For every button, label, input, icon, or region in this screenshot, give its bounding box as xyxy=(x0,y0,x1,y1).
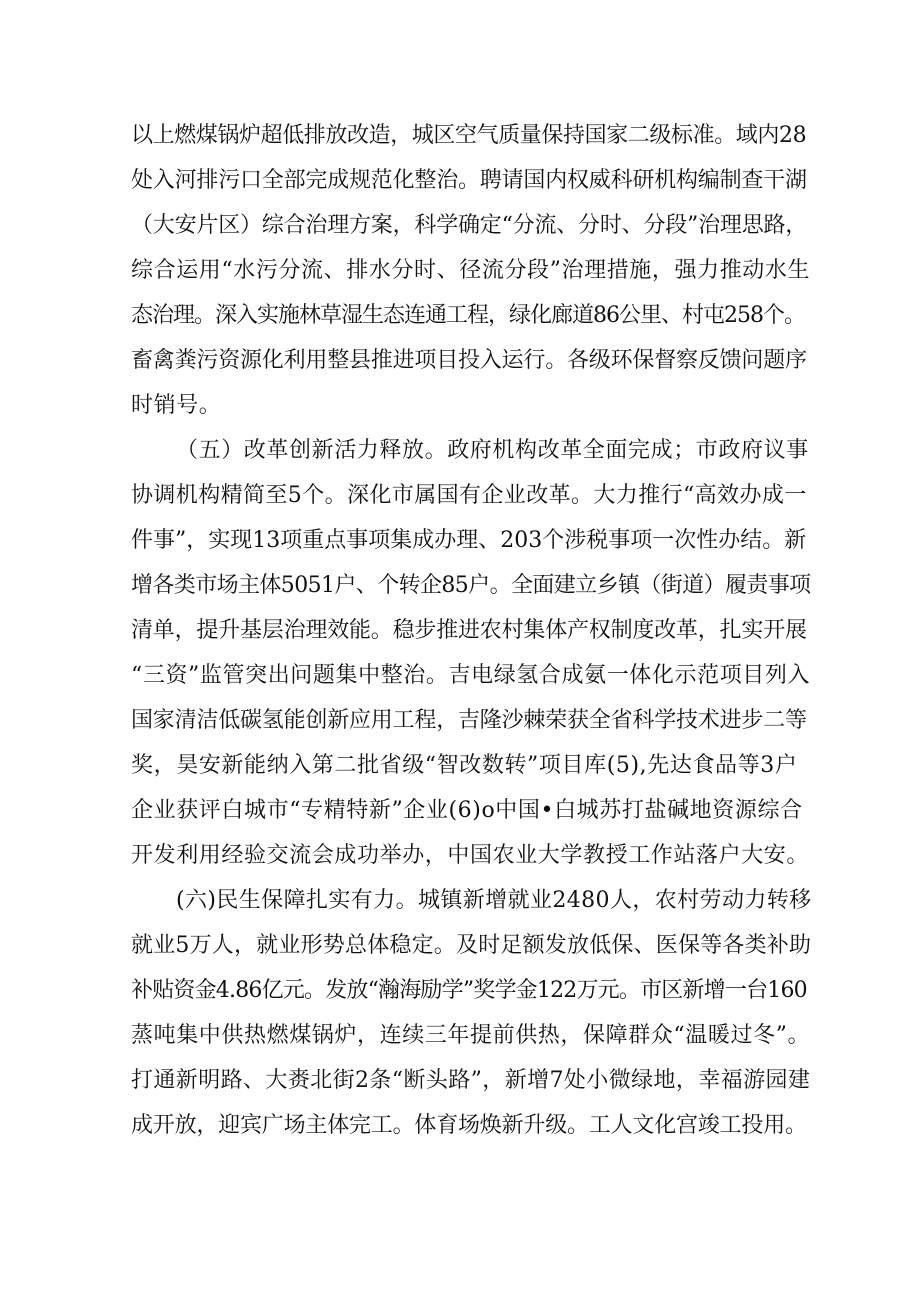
paragraph-3-line-1: (六)民生保障扎实有力。城镇新增就业2480人，农村劳动力转移 xyxy=(176,888,812,913)
paragraph-2-line-3: 件事”，实现13项重点事项集成办理、203个涉税事项一次性办结。新 xyxy=(131,528,807,553)
paragraph-1-line-1: 以上燃煤锅炉超低排放改造，城区空气质量保持国家二级标准。域内28 xyxy=(131,123,807,148)
paragraph-2-line-6: “三资”监管突出问题集中整治。吉电绿氢合成氨一体化示范项目列入 xyxy=(131,663,811,688)
paragraph-1-line-4: 综合运用“水污分流、排水分时、径流分段”治理措施，强力推动水生 xyxy=(131,258,811,283)
paragraph-3-line-4: 蒸吨集中供热燃煤锅炉，连续三年提前供热，保障群众“温暖过冬”。 xyxy=(131,1023,811,1048)
paragraph-2-line-10: 开发利用经验交流会成功举办，中国农业大学教授工作站落户大安。 xyxy=(131,843,810,868)
paragraph-3-line-6: 成开放，迎宾广场主体完工。体育场焕新升级。工人文化宫竣工投用。 xyxy=(131,1113,807,1138)
paragraph-1-line-7: 时销号。 xyxy=(131,393,222,418)
paragraph-2-line-5: 清单，提升基层治理效能。稳步推进农村集体产权制度改革，扎实开展 xyxy=(131,618,807,643)
paragraph-2-line-1: （五）改革创新活力释放。政府机构改革全面完成；市政府议事 xyxy=(176,438,809,463)
paragraph-1-line-3: （大安片区）综合治理方案，科学确定“分流、分时、分段”治理思路， xyxy=(131,213,808,238)
paragraph-1-line-6: 畜禽粪污资源化利用整县推进项目投入运行。各级环保督察反馈问题序 xyxy=(131,348,807,373)
paragraph-2-line-7: 国家清洁低碳氢能创新应用工程，吉隆沙棘荣获全省科学技术进步二等 xyxy=(131,708,807,733)
paragraph-3-line-3: 补贴资金4.86亿元。发放“瀚海励学”奖学金122万元。市区新增一台160 xyxy=(131,978,807,1003)
paragraph-1-line-2: 处入河排污口全部完成规范化整治。聘请国内权威科研机构编制查干湖 xyxy=(131,168,807,193)
paragraph-3-line-5: 打通新明路、大赉北街2条“断头路”，新增7处小微绿地，幸福游园建 xyxy=(131,1068,811,1093)
paragraph-2-line-8: 奖，昊安新能纳入第二批省级“智改数转”项目库(5),先达食品等3户 xyxy=(131,753,798,778)
paragraph-3-line-2: 就业5万人，就业形势总体稳定。及时足额发放低保、医保等各类补助 xyxy=(131,933,812,958)
paragraph-2-line-4: 增各类市场主体5051户、个转企85户。全面建立乡镇（街道）履责事项 xyxy=(131,573,811,598)
paragraph-1-line-5: 态治理。深入实施林草湿生态连通工程，绿化廊道86公里、村屯258个。 xyxy=(131,303,805,328)
paragraph-2-line-9: 企业获评白城市“专精特新”企业(6)o中国•白城苏打盐碱地资源综合 xyxy=(131,798,803,823)
paragraph-2-line-2: 协调机构精简至5个。深化市属国有企业改革。大力推行“高效办成一 xyxy=(131,483,807,508)
